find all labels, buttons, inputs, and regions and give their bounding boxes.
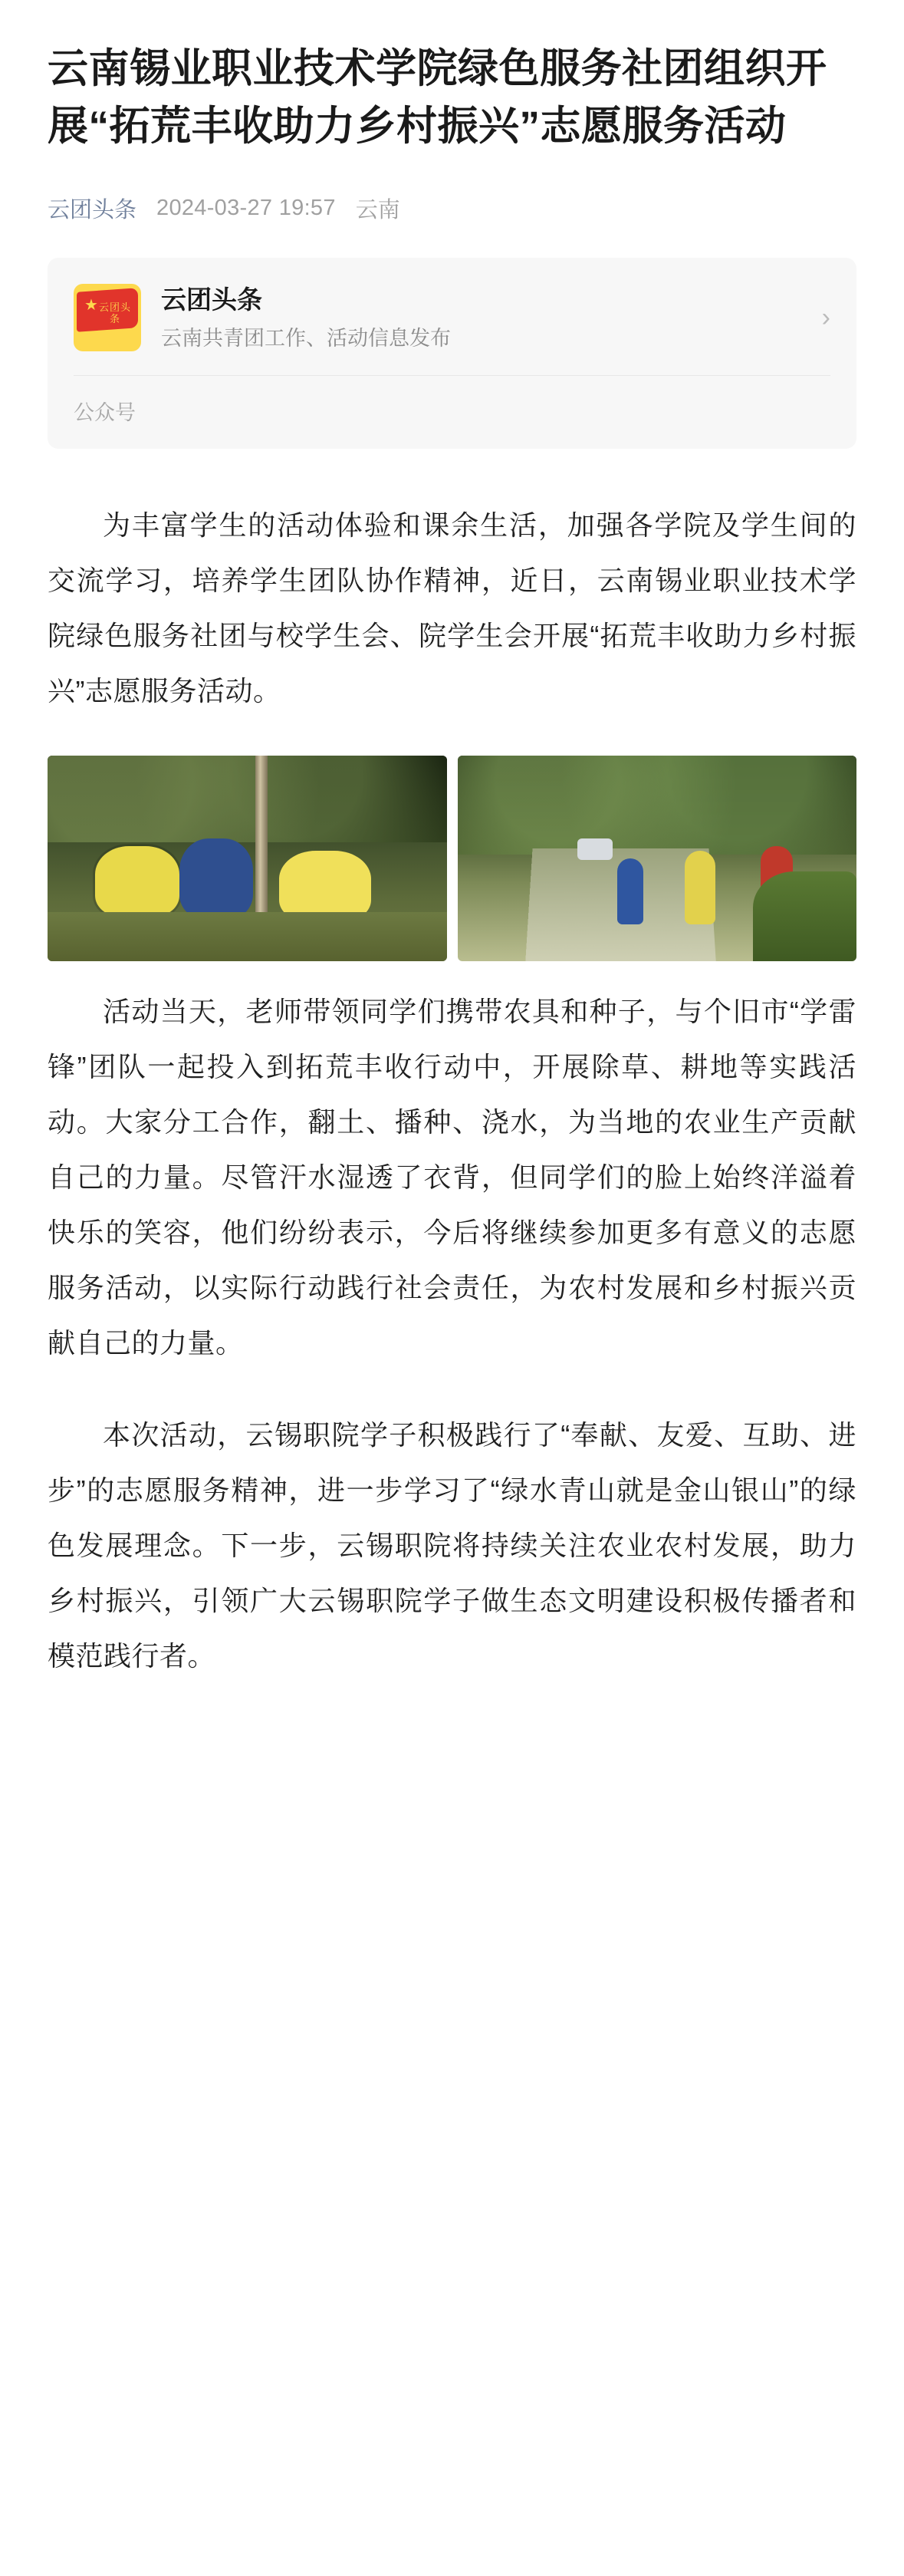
article-meta [48, 193, 856, 224]
photo-person [685, 851, 715, 924]
photo-bush [753, 871, 856, 962]
account-info [161, 284, 808, 353]
article-image[interactable] [458, 756, 857, 961]
account-card[interactable] [48, 258, 856, 450]
account-name: 云团头条 [161, 285, 262, 314]
account-logo-text: 云团头条 [98, 301, 131, 324]
paragraph: 活动当天，老师带领同学们携带农具和种子，与个旧市“学雷锋”团队一起投入到拓荒丰收行动中，开展除草、耕地等实践活动。大家分工合作，翻土、播种、浇水，为当地的农业生产贡献自己的力量。尽管汗水湿透了衣背，但同学们的脸上始终洋溢着快乐的笑容，他们纷纷表示，今后将继续参加更多有意义的志愿服务活动，以实际行动践行社会责任，为农村发展和乡村振兴贡献自己的力量。 [48, 996, 856, 1359]
page-title: 云南锡业职业技术学院绿色服务社团组织开展“拓荒丰收助力乡村振兴”志愿服务活动 [48, 46, 827, 150]
image-gallery [48, 756, 856, 961]
account-description: 云南共青团工作、活动信息发布 [161, 327, 451, 351]
star-icon: ★ [84, 297, 98, 315]
account-card-main[interactable] [74, 284, 830, 376]
account-avatar [74, 284, 141, 351]
photo-person [617, 858, 643, 924]
article-image[interactable] [48, 756, 447, 961]
photo-car [577, 838, 613, 860]
meta-datetime: 2024-03-27 19:57 [156, 195, 336, 220]
article-body [48, 498, 856, 1684]
photo-person [95, 846, 179, 917]
paragraph: 本次活动，云锡职院学子积极践行了“奉献、友爱、互助、进步”的志愿服务精神，进一步学习了“绿水青山就是金山银山”的绿色发展理念。下一步，云锡职院将持续关注农业农村发展，助力乡村振兴，引领广大云锡职院学子做生态文明建设积极传播者和模范践行者。 [48, 1419, 856, 1672]
photo-person [279, 851, 371, 921]
account-type-label: 公众号 [74, 375, 830, 449]
paragraph: 为丰富学生的活动体验和课余生活，加强各学院及学生间的交流学习，培养学生团队协作精神，近日，云南锡业职业技术学院绿色服务社团与校学生会、院学生会开展“拓荒丰收助力乡村振兴”志愿服务活动。 [48, 509, 856, 707]
meta-source[interactable]: 云团头条 [48, 197, 137, 222]
photo-person [179, 838, 253, 918]
meta-location: 云南 [355, 197, 400, 222]
photo-ground [48, 912, 447, 961]
chevron-right-icon[interactable]: › [821, 303, 830, 333]
